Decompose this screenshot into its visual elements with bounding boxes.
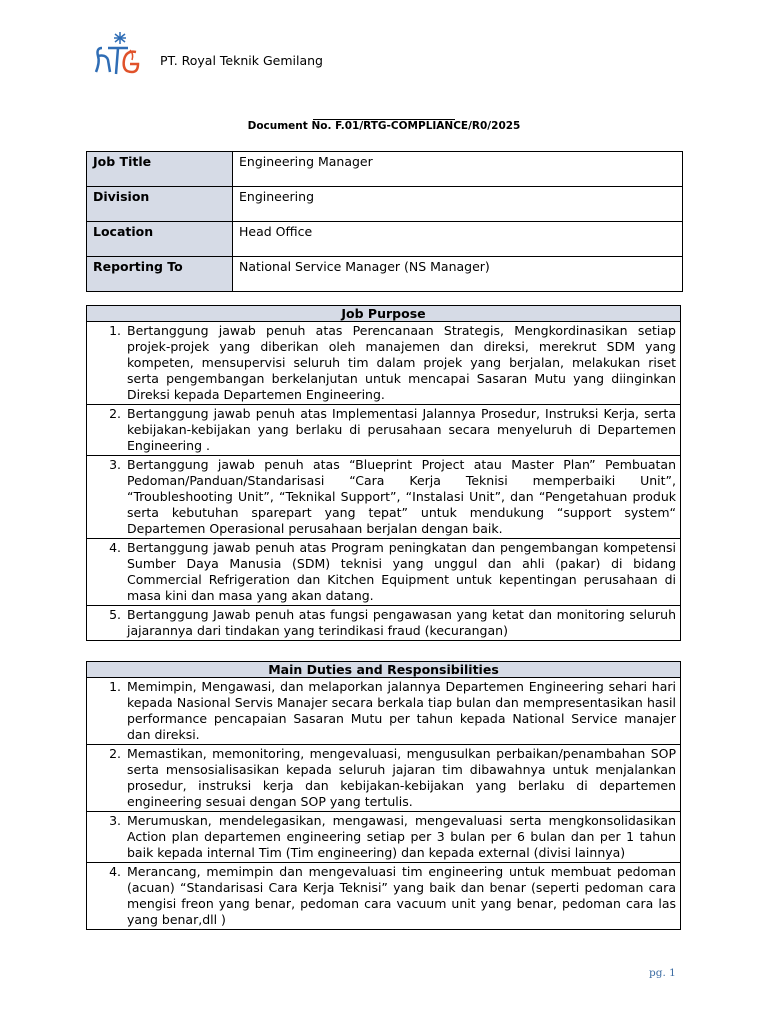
item-text: Bertanggung Jawab penuh atas fungsi pengawasan yang ketat dan monitoring seluruh jajarannya dari tindakan yang terindikasi fraud (kecurangan) [127, 607, 676, 638]
info-label: Job Title [87, 152, 233, 187]
item-text: Memastikan, memonitoring, mengevaluasi, mengusulkan perbaikan/penambahan SOP serta mensosialisasikan kepada seluruh jajaran tim dibawahnya untuk menjalankan prosedur, instruksi kerja dan kebijakan-kebijakan yang berlaku di departemen engineering sesuai dengan SOP yang tertulis. [127, 746, 676, 809]
item-number: 2. [109, 406, 121, 421]
info-value: Engineering Manager [233, 152, 683, 187]
info-value: Engineering [233, 187, 683, 222]
info-row-reporting-to [87, 257, 683, 292]
info-row-division [87, 187, 683, 222]
info-row-location [87, 222, 683, 257]
list-item [87, 405, 680, 456]
list-item [87, 456, 680, 539]
list-item [87, 539, 680, 606]
item-number: 1. [109, 679, 121, 694]
job-info-table [86, 151, 683, 292]
rtg-logo-icon [92, 30, 142, 80]
job-purpose-section [86, 305, 681, 641]
item-number: 4. [109, 864, 121, 879]
main-duties-section [86, 661, 681, 930]
list-item [87, 678, 680, 745]
item-text: Bertanggung jawab penuh atas Perencanaan Strategis, Mengkordinasikan setiap projek-projek yang diberikan oleh manajemen dan direksi, merekrut SDM yang kompeten, mensupervisi seluruh tim dalam projek yang berjalan, melakukan riset serta pengembangan berkelanjutan untuk mencapai Sasaran Mutu yang diinginkan Direksi kepada Departemen Engineering. [127, 323, 676, 402]
list-item [87, 322, 680, 405]
company-logo [92, 30, 142, 80]
list-item [87, 745, 680, 812]
list-item [87, 606, 680, 640]
info-value: National Service Manager (NS Manager) [233, 257, 683, 292]
item-text: Bertanggung jawab penuh atas Program peningkatan dan pengembangan kompetensi Sumber Daya Manusia (SDM) teknisi yang unggul dan ahli (pakar) di bidang Commercial Refrigeration dan Kitchen Equipment untuk kepentingan perusahaan di masa kini dan masa yang akan datang. [127, 540, 676, 603]
item-number: 3. [109, 813, 121, 828]
item-text: Merancang, memimpin dan mengevaluasi tim engineering untuk membuat pedoman (acuan) “Standarisasi Cara Kerja Teknisi” yang baik dan benar (seperti pedoman cara mengisi freon yang benar, pedoman cara vacuum unit yang benar, pedoman cara las yang benar,dll ) [127, 864, 676, 927]
list-item [87, 863, 680, 929]
section-title: Main Duties and Responsibilities [87, 662, 680, 678]
item-number: 4. [109, 540, 121, 555]
item-number: 3. [109, 457, 121, 472]
info-row-job-title [87, 152, 683, 187]
item-number: 1. [109, 323, 121, 338]
page-number: pg. 1 [649, 967, 676, 979]
info-label: Location [87, 222, 233, 257]
info-value: Head Office [233, 222, 683, 257]
info-label: Division [87, 187, 233, 222]
document-number: Document No. F.01/RTG-COMPLIANCE/R0/2025 [247, 120, 521, 132]
item-text: Bertanggung jawab penuh atas Implementasi Jalannya Prosedur, Instruksi Kerja, serta kebijakan-kebijakan yang berlaku di perusahaan secara menyeluruh di Departemen Engineering . [127, 406, 676, 453]
item-number: 5. [109, 607, 121, 622]
section-title: Job Purpose [87, 306, 680, 322]
list-item [87, 812, 680, 863]
item-text: Merumuskan, mendelegasikan, mengawasi, mengevaluasi serta mengkonsolidasikan Action plan departemen engineering setiap per 3 bulan per 6 bulan dan per 1 tahun baik kepada internal Tim (Tim engineering) dan kepada external (divisi lainnya) [127, 813, 676, 860]
info-label: Reporting To [87, 257, 233, 292]
item-text: Memimpin, Mengawasi, dan melaporkan jalannya Departemen Engineering sehari hari kepada Nasional Servis Manajer secara berkala tiap bulan dan mempresentasikan hasil performance pencapaian Sasaran Mutu per tahun kepada National Service manajer dan direksi. [127, 679, 676, 742]
item-number: 2. [109, 746, 121, 761]
company-name: PT. Royal Teknik Gemilang [160, 53, 323, 68]
item-text: Bertanggung jawab penuh atas “Blueprint Project atau Master Plan” Pembuatan Pedoman/Panduan/Standarisasi “Cara Kerja Teknisi memperbaiki Unit”, “Troubleshooting Unit”, “Teknikal Support”, “Instalasi Unit”, dan “Pengetahuan produk serta kebutuhan sparepart yang tepat” untuk mendukung “support system“ Departemen Operasional perusahaan berjalan dengan baik. [127, 457, 676, 536]
